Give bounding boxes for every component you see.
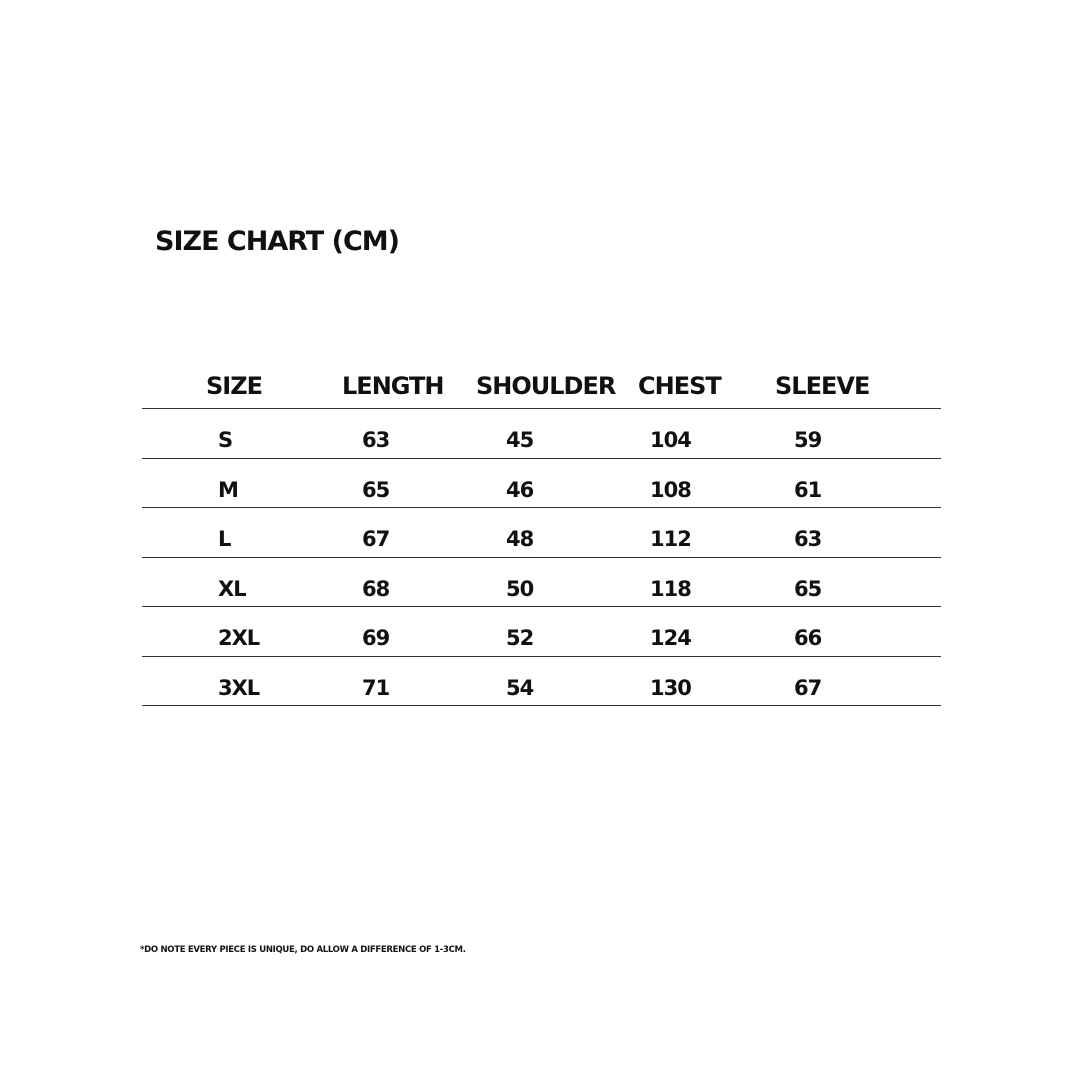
cell-length: 67: [362, 527, 390, 551]
cell-length: 71: [362, 675, 390, 700]
cell-shoulder: 52: [506, 626, 534, 650]
cell-chest: 124: [650, 626, 691, 650]
cell-sleeve: 66: [794, 626, 822, 650]
cell-shoulder: 45: [506, 428, 534, 452]
header-chest: CHEST: [638, 372, 721, 400]
cell-sleeve: 61: [794, 477, 822, 502]
page-title: SIZE CHART (CM): [155, 226, 399, 257]
cell-sleeve: 65: [794, 576, 822, 601]
cell-size: 3XL: [218, 675, 260, 700]
cell-chest: 118: [650, 576, 691, 601]
cell-size: S: [218, 428, 233, 452]
header-size: SIZE: [206, 372, 263, 400]
cell-chest: 104: [650, 428, 691, 452]
disclaimer-note: *DO NOTE EVERY PIECE IS UNIQUE, DO ALLOW A DIFFERENCE OF 1-3CM.: [140, 945, 466, 955]
table-header-row: [142, 360, 941, 409]
table-row: [142, 508, 941, 558]
cell-size: M: [218, 477, 238, 502]
header-shoulder: SHOULDER: [476, 372, 616, 400]
cell-sleeve: 59: [794, 428, 822, 452]
cell-length: 65: [362, 477, 390, 502]
cell-shoulder: 54: [506, 675, 534, 700]
cell-chest: 108: [650, 477, 691, 502]
table-row: [142, 607, 941, 657]
header-sleeve: SLEEVE: [775, 372, 870, 400]
cell-shoulder: 46: [506, 477, 534, 502]
cell-length: 68: [362, 576, 390, 601]
cell-shoulder: 48: [506, 527, 534, 551]
cell-size: L: [218, 527, 231, 551]
table-row: [142, 459, 941, 509]
table-row: [142, 657, 941, 707]
table-row: [142, 409, 941, 459]
header-length: LENGTH: [342, 372, 444, 400]
table-row: [142, 558, 941, 608]
cell-sleeve: 63: [794, 527, 822, 551]
size-table: [142, 360, 941, 706]
cell-chest: 112: [650, 527, 691, 551]
cell-size: 2XL: [218, 626, 260, 650]
cell-size: XL: [218, 576, 246, 601]
cell-length: 69: [362, 626, 390, 650]
cell-sleeve: 67: [794, 675, 822, 700]
cell-shoulder: 50: [506, 576, 534, 601]
cell-length: 63: [362, 428, 390, 452]
cell-chest: 130: [650, 675, 691, 700]
